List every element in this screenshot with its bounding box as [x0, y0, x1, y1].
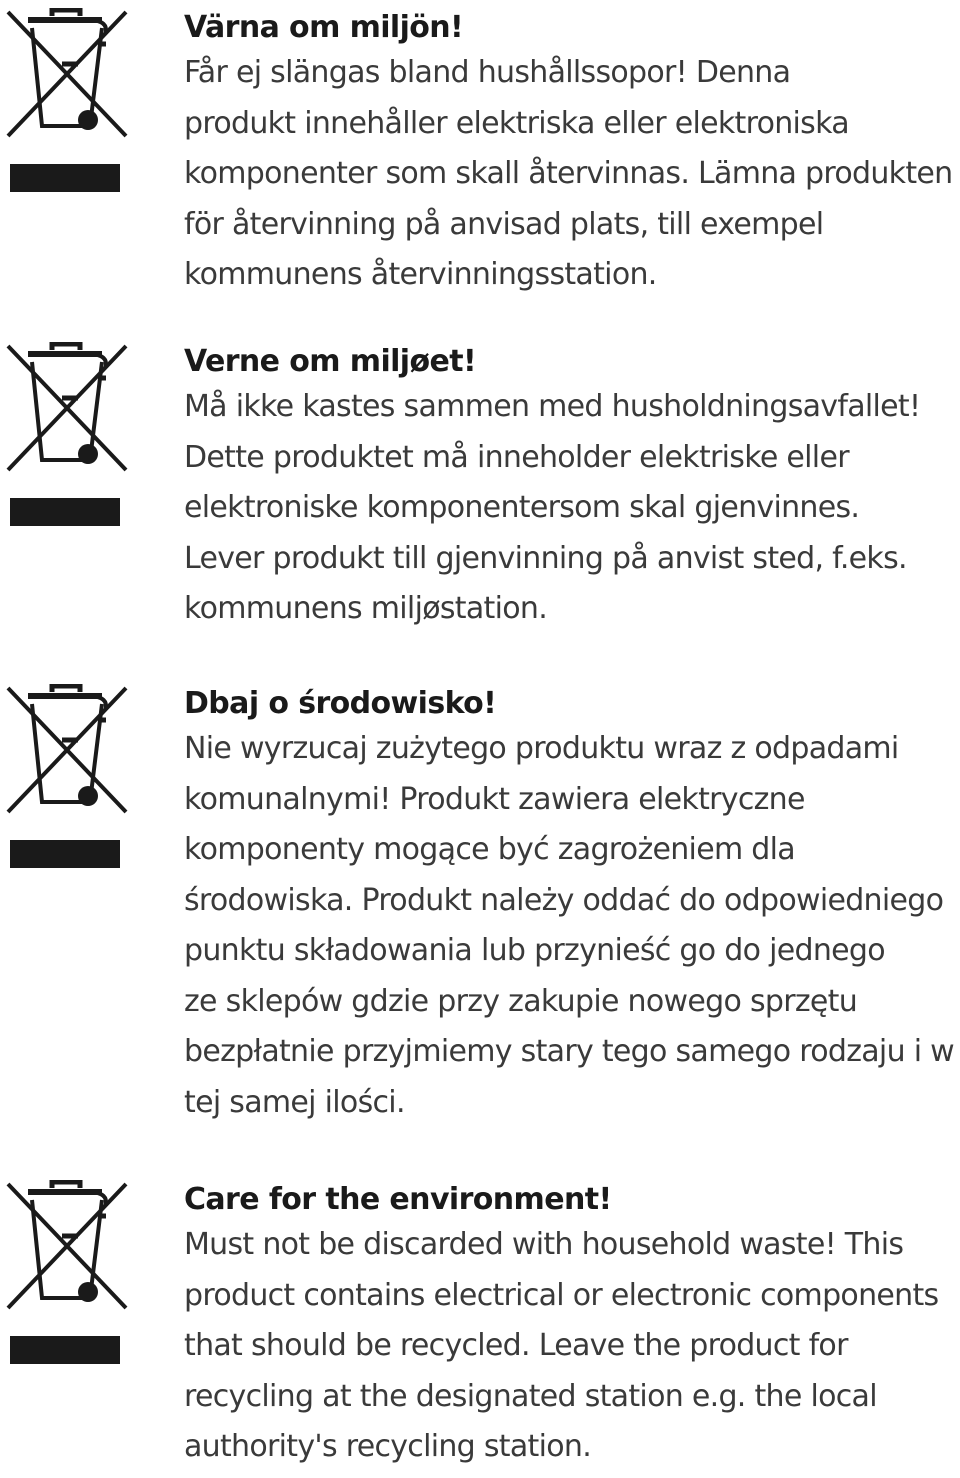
section-body: Must not be discarded with household waste! This product contains electrical or electronic components that should be recycled. Leave the product for recycling at the designated station e.g. the local authority's recycling station. — [184, 1227, 939, 1464]
section-heading: Verne om miljøet! — [184, 344, 477, 379]
section-body: Nie wyrzucaj zużytego produktu wraz z odpadami komunalnymi! Produkt zawiera elektryczne komponenty mogące być zagrożeniem dla środowiska. Produkt należy oddać do odpowiedniego punktu składowania lub przynieść go do jednego ze sklepów gdzie przy zakupie nowego sprzętu bezpłatnie przyjmiemy stary tego samego rodzaju i w tej samej ilości. — [184, 731, 955, 1120]
section-body: Må ikke kastes sammen med husholdningsavfallet! Dette produktet må inneholder elektriske eller elektroniske komponentersom skal gjenvinnes. Lever produkt till gjenvinning på anvist sted, f.eks. kommunens miljøstation. — [184, 389, 921, 626]
crossed-out-wheelie-bin-icon — [2, 684, 130, 874]
notice-text — [184, 1180, 956, 1473]
section-heading: Care for the environment! — [184, 1182, 612, 1217]
section-heading: Värna om miljön! — [184, 10, 464, 45]
notice-text — [184, 684, 956, 1128]
crossed-out-wheelie-bin-icon — [2, 8, 130, 198]
notice-text — [184, 8, 956, 301]
section-heading: Dbaj o środowisko! — [184, 686, 497, 721]
section-body: Får ej slängas bland hushållssopor! Denna produkt innehåller elektriska eller elektroniska komponenter som skall återvinnas. Lämna produkten för återvinning på anvisad plats, till exempel kommunens återvinningsstation. — [184, 55, 953, 292]
crossed-out-wheelie-bin-icon — [2, 342, 130, 532]
crossed-out-wheelie-bin-icon — [2, 1180, 130, 1370]
notice-text — [184, 342, 956, 635]
